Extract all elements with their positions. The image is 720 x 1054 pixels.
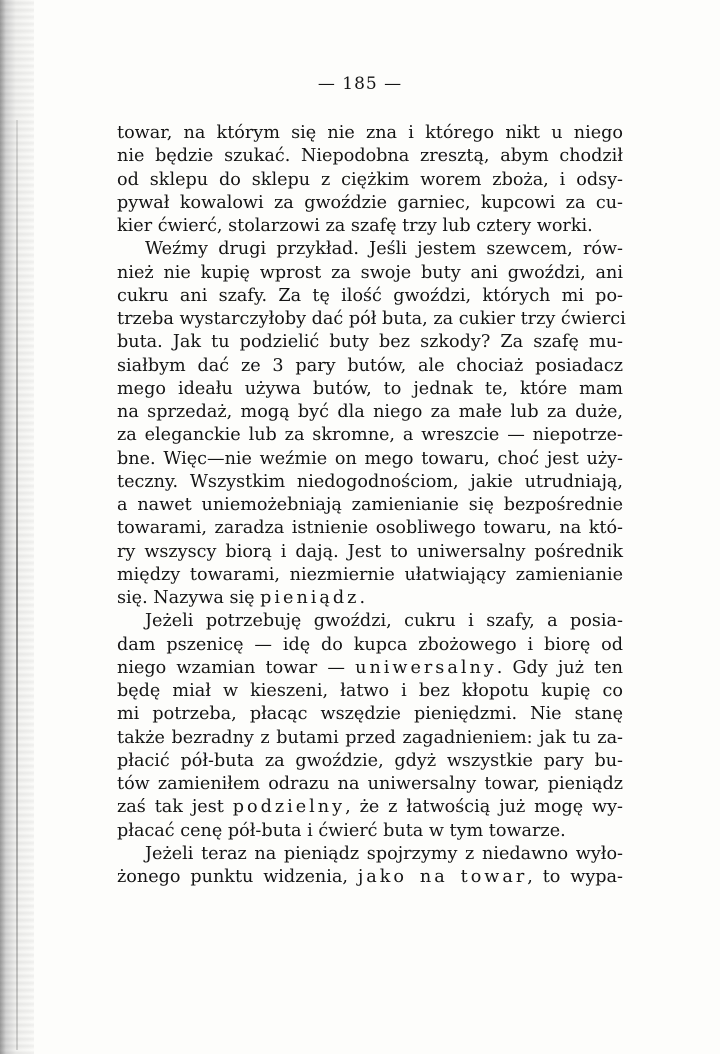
text-line: za eleganckie lub za skromne, a wreszcie — niepotrze-	[117, 425, 623, 446]
text-line: kier ćwierć, stolarzowi za szafę trzy lub cztery worki.	[117, 216, 593, 236]
text-line: na sprzedaż, mogą być dla niego za małe lub za duże,	[117, 402, 623, 422]
text-line: nież nie kupię wprost za swoje buty ani gwoździ, ani	[117, 262, 623, 283]
text-line: teczny. Wszystkim niedogodnościom, jakie utrudniają,	[117, 471, 623, 492]
spaced-emphasis: uniwersalny	[355, 657, 497, 678]
text-line: między towarami, niezmiernie ułatwiający zamienianie	[117, 564, 623, 585]
text-line: mi potrzeba, płacąc wszędzie pieniędzmi. Nie stanę	[117, 704, 623, 725]
text-line: towarami, zaradza istnienie osobliwego towaru, na któ-	[117, 518, 623, 539]
text-line: towar, na którym się nie zna i którego nikt u niego	[117, 123, 623, 143]
text-line: żonego punktu widzenia, jako na towar, to wypa-	[117, 867, 623, 887]
spaced-emphasis: pieniądz	[260, 588, 360, 608]
text-line: płacić pół-buta za gwoździe, gdyż wszystkie pary bu-	[117, 750, 623, 771]
body-text	[117, 122, 626, 889]
text-line: trzeba wystarczyłoby dać pół buta, za cukier trzy ćwierci	[117, 309, 626, 329]
binding-crease	[16, 120, 18, 1050]
text-line: pywał kowalowi za gwoździe garniec, kupcowi za cu-	[117, 192, 623, 213]
text-line: ry wszyscy biorą i dają. Jest to uniwersalny pośrednik	[117, 541, 623, 562]
page-number: — 185 —	[317, 74, 403, 94]
text-line: niego wzamian towar — uniwersalny. Gdy już ten	[117, 657, 623, 678]
text-line: także bezradny z butami przed zagadnieniem: jak tu za-	[117, 727, 623, 748]
text-line: od sklepu do sklepu z ciężkim worem zboża, i odsy-	[117, 169, 623, 190]
text-line: a nawet uniemożebniają zamienianie się bezpośrednie	[117, 495, 623, 515]
text-line: mego ideału używa butów, to jednak te, które mam	[117, 378, 623, 399]
text-line: bne. Więc—nie weźmie on mego towaru, choć jest uży-	[117, 448, 623, 469]
text-line: nie będzie szukać. Niepodobna zresztą, abym chodził	[117, 146, 623, 167]
spaced-emphasis: podzielny	[232, 797, 346, 818]
paragraph-start-line: Jeżeli teraz na pieniądz spojrzymy z niedawno wyło-	[145, 843, 623, 864]
text-line: dam pszenicę — idę do kupca zbożowego i biorę od	[117, 634, 623, 655]
text-line: się. Nazywa się pieniądz.	[117, 588, 366, 608]
text-line: buta. Jak tu podzielić buty bez szkody? Za szafę mu-	[117, 332, 623, 353]
text-line: cukru ani szafy. Za tę ilość gwoździ, których mi po-	[117, 285, 623, 306]
paragraph-start-line: Jeżeli potrzebuję gwoździ, cukru i szafy, a posia-	[145, 611, 623, 632]
text-line: będę miał w kieszeni, łatwo i bez kłopotu kupię co	[117, 681, 623, 701]
text-line: zaś tak jest podzielny, że z łatwością już mogę wy-	[117, 797, 623, 818]
text-line: tów zamieniłem odrazu na uniwersalny towar, pieniądz	[117, 774, 623, 794]
spaced-emphasis: jako na towar	[357, 867, 528, 887]
text-line: płacać cenę pół-buta i ćwierć buta w tym towarze.	[117, 820, 566, 841]
paragraph-start-line: Weźmy drugi przykład. Jeśli jestem szewcem, rów-	[145, 239, 623, 260]
text-line: siałbym dać ze 3 pary butów, ale chociaż posiadacz	[117, 355, 623, 376]
